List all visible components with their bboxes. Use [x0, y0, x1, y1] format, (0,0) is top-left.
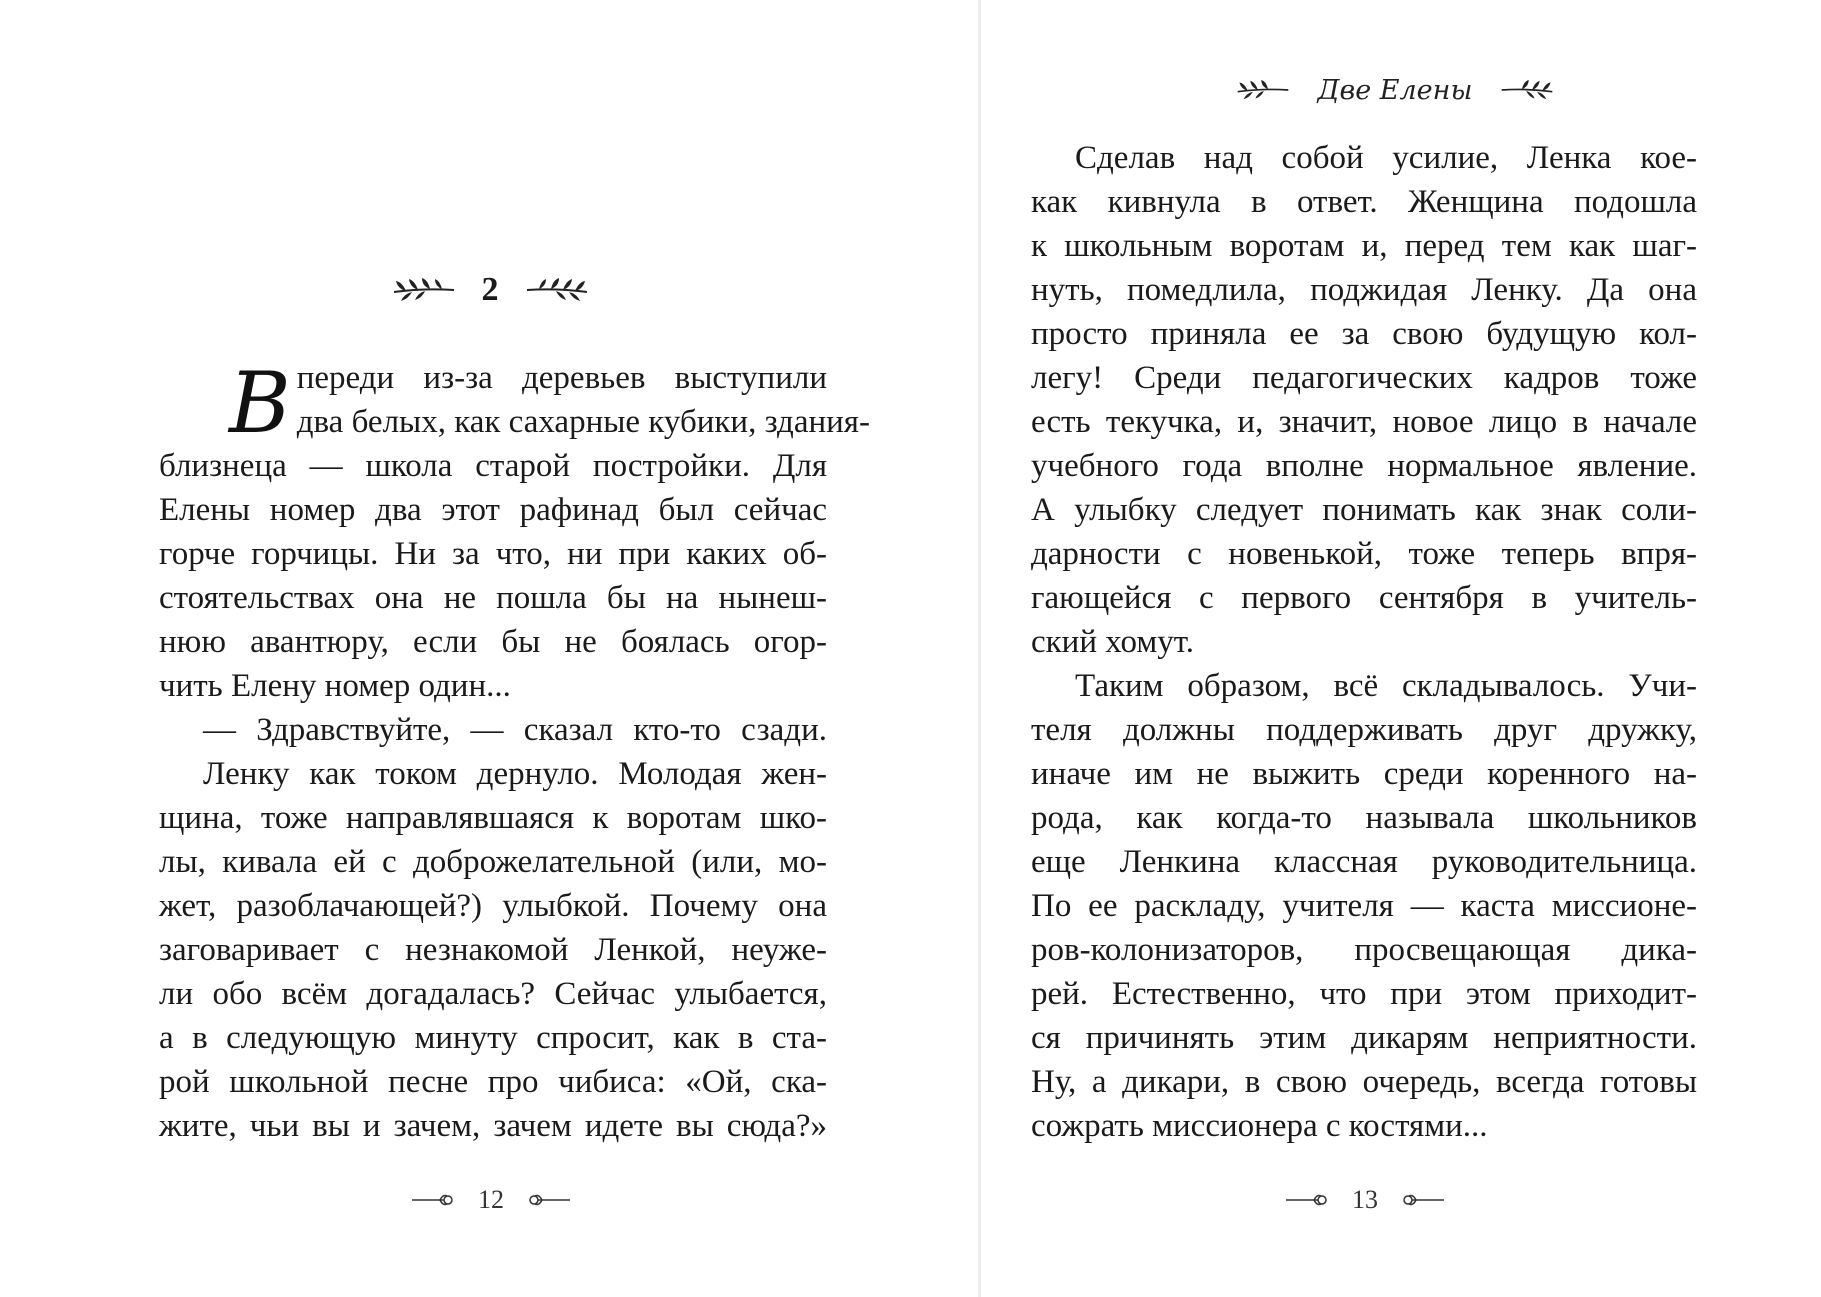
left-text-lines — [159, 356, 870, 1148]
text-line: щина, тоже направлявшаяся к воротам шко- — [159, 800, 827, 836]
text-line: Елены номер два этот рафинад был сейчас — [159, 492, 827, 528]
right-text-lines — [1031, 136, 1697, 1148]
leaf-sprig-icon — [1236, 79, 1290, 101]
text-line: А улыбку следует понимать как знак соли- — [1031, 492, 1697, 528]
text-line: теля должны поддерживать друг дружку, — [1031, 712, 1697, 748]
running-head — [1195, 70, 1595, 110]
scroll-flourish-icon — [526, 1192, 572, 1208]
text-line: легу! Среди педагогических кадров тоже — [1031, 360, 1697, 396]
leaf-sprig-icon — [392, 277, 456, 303]
page-number: 13 — [1352, 1185, 1378, 1214]
text-line: заговаривает с незнакомой Ленкой, неуже- — [159, 932, 827, 968]
text-line: дарности с новенькой, тоже теперь впря- — [1031, 536, 1697, 572]
text-line: ский хомут. — [1031, 624, 1194, 660]
text-line: к школьным воротам и, перед тем как шаг- — [1031, 228, 1697, 264]
text-line: гающейся с первого сентября в учитель- — [1031, 580, 1697, 616]
text-line: переди из-за деревьев выступили — [296, 360, 827, 396]
text-line: два белых, как сахарные кубики, здания- — [296, 404, 870, 440]
text-line: как кивнула в ответ. Женщина подошла — [1031, 184, 1697, 220]
text-line: Ленку как током дернуло. Молодая жен- — [203, 756, 827, 792]
right-page-text — [1031, 136, 1697, 1148]
text-line: горче горчицы. Ни за что, ни при каких об- — [159, 536, 827, 572]
leaf-sprig-icon — [1500, 79, 1554, 101]
text-line: а в следующую минуту спросит, как в ста- — [159, 1020, 827, 1056]
text-line: еще Ленкина классная руководительница. — [1031, 844, 1697, 880]
scroll-flourish-icon — [410, 1192, 456, 1208]
text-line: близнеца — школа старой постройки. Для — [159, 448, 827, 484]
text-line: Таким образом, всё складывалось. Учи- — [1075, 668, 1697, 704]
text-line: ров-колонизаторов, просвещающая дика- — [1031, 932, 1697, 968]
page-number: 12 — [478, 1185, 504, 1214]
text-line: Сделав над собой усилие, Ленка кое- — [1075, 140, 1697, 176]
text-line: иначе им не выжить среди коренного на- — [1031, 756, 1697, 792]
running-title: Две Елены — [1317, 74, 1473, 106]
text-line: По ее раскладу, учителя — каста миссионе- — [1031, 888, 1697, 924]
text-line: чить Елену номер один... — [159, 668, 511, 704]
text-line: ли обо всём догадалась? Сейчас улыбается, — [159, 976, 827, 1012]
text-line: жите, чьи вы и зачем, зачем идете вы сюда?» — [159, 1108, 827, 1144]
text-line: учебного года вполне нормальное явление. — [1031, 448, 1697, 484]
text-line: рода, как когда-то называла школьников — [1031, 800, 1697, 836]
text-line: нюю авантюру, если бы не боялась огор- — [159, 624, 827, 660]
text-line: Ну, а дикари, в свою очередь, всегда готовы — [1031, 1064, 1697, 1100]
text-line: нуть, помедлила, поджидая Ленку. Да она — [1031, 272, 1697, 308]
text-line: сожрать миссионера с костями... — [1031, 1108, 1488, 1144]
text-line: есть текучка, и, значит, новое лицо в начале — [1031, 404, 1697, 440]
folio-right — [1265, 1182, 1465, 1218]
folio-left — [391, 1182, 591, 1218]
chapter-number: 2 — [481, 271, 499, 308]
text-line: — Здравствуйте, — сказал кто-то сзади. — [203, 712, 827, 748]
chapter-heading — [380, 268, 600, 312]
leaf-sprig-icon — [525, 277, 589, 303]
text-line: ся причинять этим дикарям неприятности. — [1031, 1020, 1697, 1056]
scroll-flourish-icon — [1284, 1192, 1330, 1208]
text-line: стоятельствах она не пошла бы на нынеш- — [159, 580, 827, 616]
text-line: лы, кивала ей с доброжелательной (или, мо- — [159, 844, 827, 880]
text-line: рой школьной песне про чибиса: «Ой, ска- — [159, 1064, 827, 1100]
drop-cap: В — [229, 354, 291, 452]
text-line: просто приняла ее за свою будущую кол- — [1031, 316, 1697, 352]
text-line: жет, разоблачающей?) улыбкой. Почему она — [159, 888, 827, 924]
text-line: рей. Естественно, что при этом приходит- — [1031, 976, 1697, 1012]
scroll-flourish-icon — [1400, 1192, 1446, 1208]
left-page-text — [159, 354, 870, 1148]
